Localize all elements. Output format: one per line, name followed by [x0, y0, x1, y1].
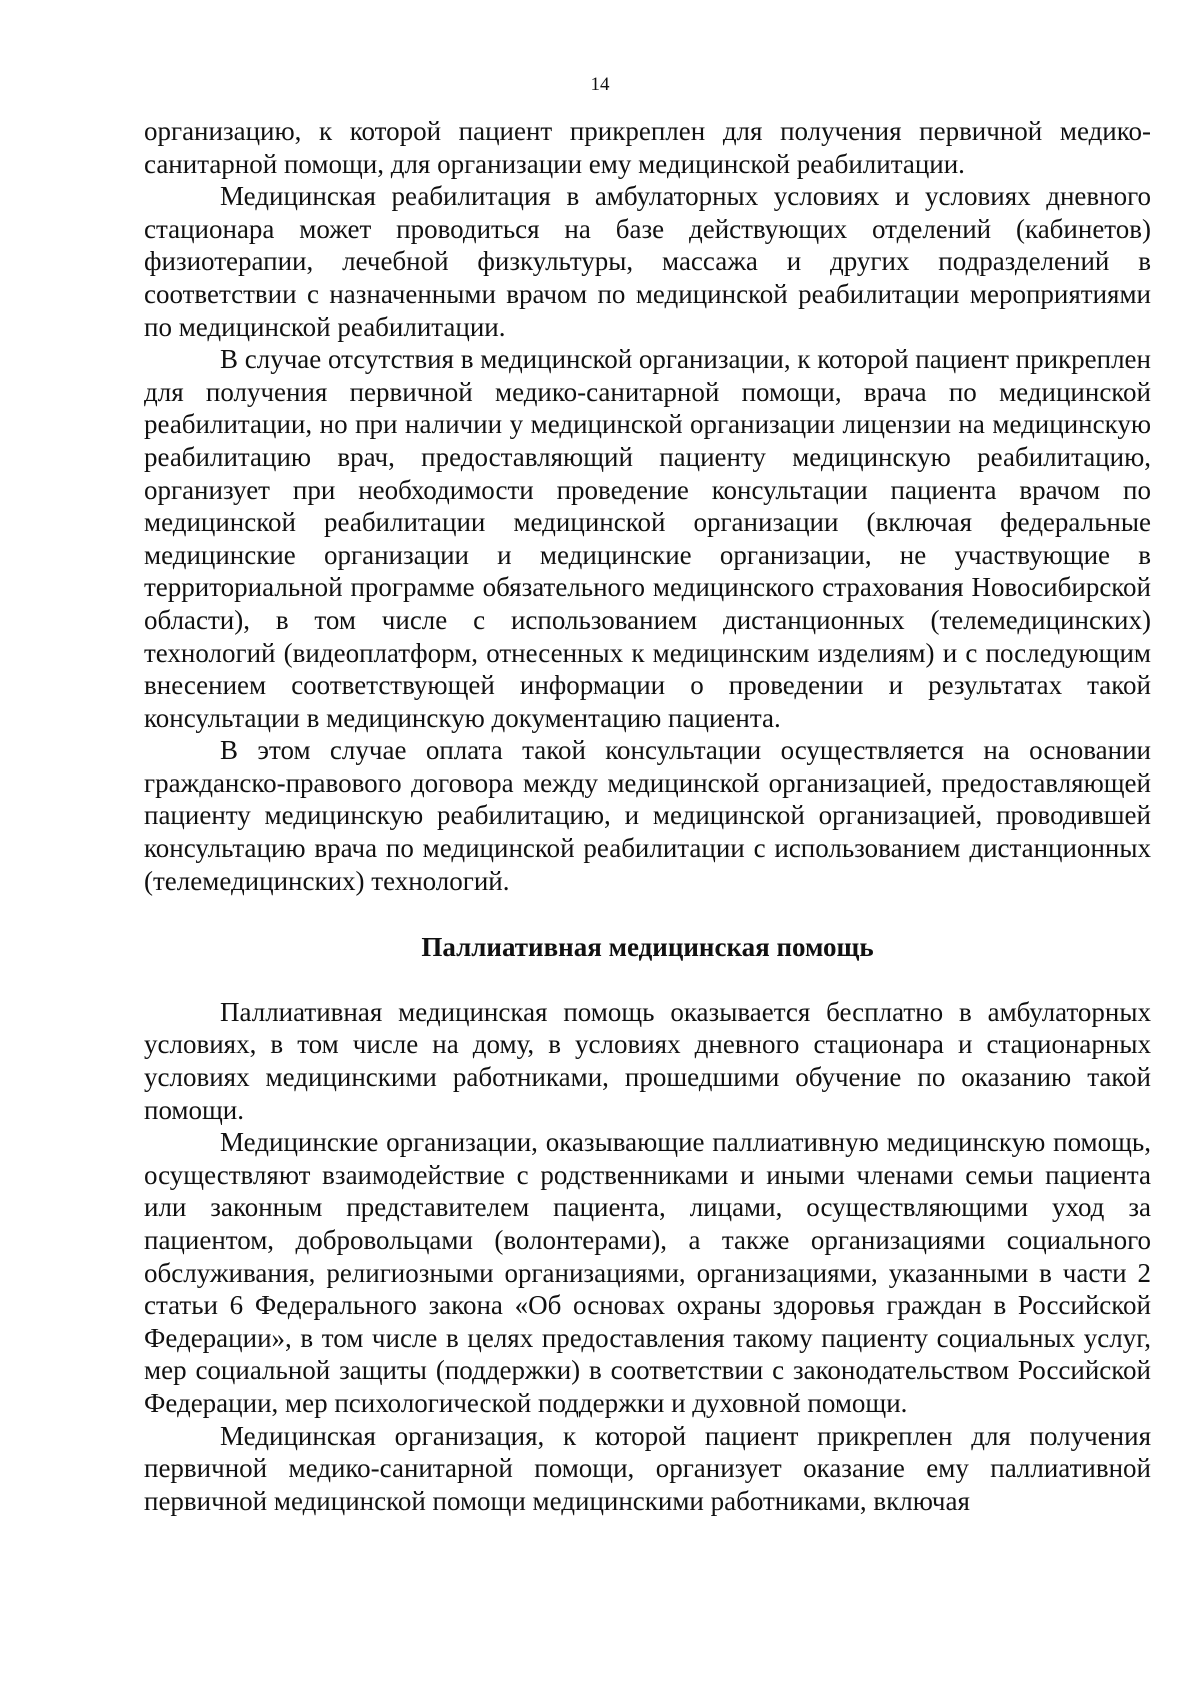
- paragraph-continuation: организацию, к которой пациент прикреплен для получения первичной медико-санитарной помощи, для организации ему медицинской реабилитации.: [144, 116, 1151, 179]
- document-body: [144, 115, 1151, 1517]
- section-heading: Паллиативная медицинская помощь: [421, 932, 874, 963]
- spacer: [144, 964, 1151, 996]
- paragraph-palliative-interaction: Медицинские организации, оказывающие паллиативную медицинскую помощь, осуществляют взаимодействие с родственниками и иными членами семьи пациента или законным представителем пациента, лицами, осуществляющими уход за пациентом, добровольцами (волонтерами), а также организациями социального обслуживания, религиозными организациями, организациями, указанными в части 2 статьи 6 Федерального закона «Об основах охраны здоровья граждан в Российской Федерации», в том числе в целях предоставления такому пациенту социальных услуг, мер социальной защиты (поддержки) в соответствии с законодательством Российской Федерации, мер психологической поддержки и духовной помощи.: [144, 1127, 1151, 1418]
- page-number: 14: [590, 74, 610, 95]
- spacer: [144, 897, 1151, 931]
- paragraph-rehab-consultation: В случае отсутствия в медицинской организации, к которой пациент прикреплен для получения первичной медико-санитарной помощи, врача по медицинской реабилитации, но при наличии у медицинской организации лицензии на медицинскую реабилитацию врач, предоставляющий пациенту медицинскую реабилитацию, организует при необходимости проведение консультации пациента врачом по медицинской реабилитации медицинской организации (включая федеральные медицинские организации и медицинские организации, не участвующие в территориальной программе обязательного медицинского страхования Новосибирской области), в том числе с использованием дистанционных (телемедицинских) технологий (видеоплатформ, отнесенных к медицинским изделиям) и с последующим внесением соответствующей информации о проведении и результатах такой консультации в медицинскую документацию пациента.: [144, 344, 1151, 733]
- paragraph-palliative-organization: Медицинская организация, к которой пациент прикреплен для получения первичной медико-санитарной помощи, организует оказание ему паллиативной первичной медицинской помощи медицинскими работниками, включая: [144, 1420, 1151, 1516]
- paragraph-palliative-free: Паллиативная медицинская помощь оказывается бесплатно в амбулаторных условиях, в том числе на дому, в условиях дневного стационара и стационарных условиях медицинскими работниками, прошедшими обучение по оказанию такой помощи.: [144, 996, 1151, 1125]
- paragraph-rehab-outpatient: Медицинская реабилитация в амбулаторных условиях и условиях дневного стационара может проводиться на базе действующих отделений (кабинетов) физиотерапии, лечебной физкультуры, массажа и других подразделений в соответствии с назначенными врачом по медицинской реабилитации мероприятиями по медицинской реабилитации.: [144, 181, 1151, 342]
- paragraph-consultation-payment: В этом случае оплата такой консультации осуществляется на основании гражданско-правового договора между медицинской организацией, предоставляющей пациенту медицинскую реабилитацию, и медицинской организацией, проводившей консультацию врача по медицинской реабилитации с использованием дистанционных (телемедицинских) технологий.: [144, 735, 1151, 896]
